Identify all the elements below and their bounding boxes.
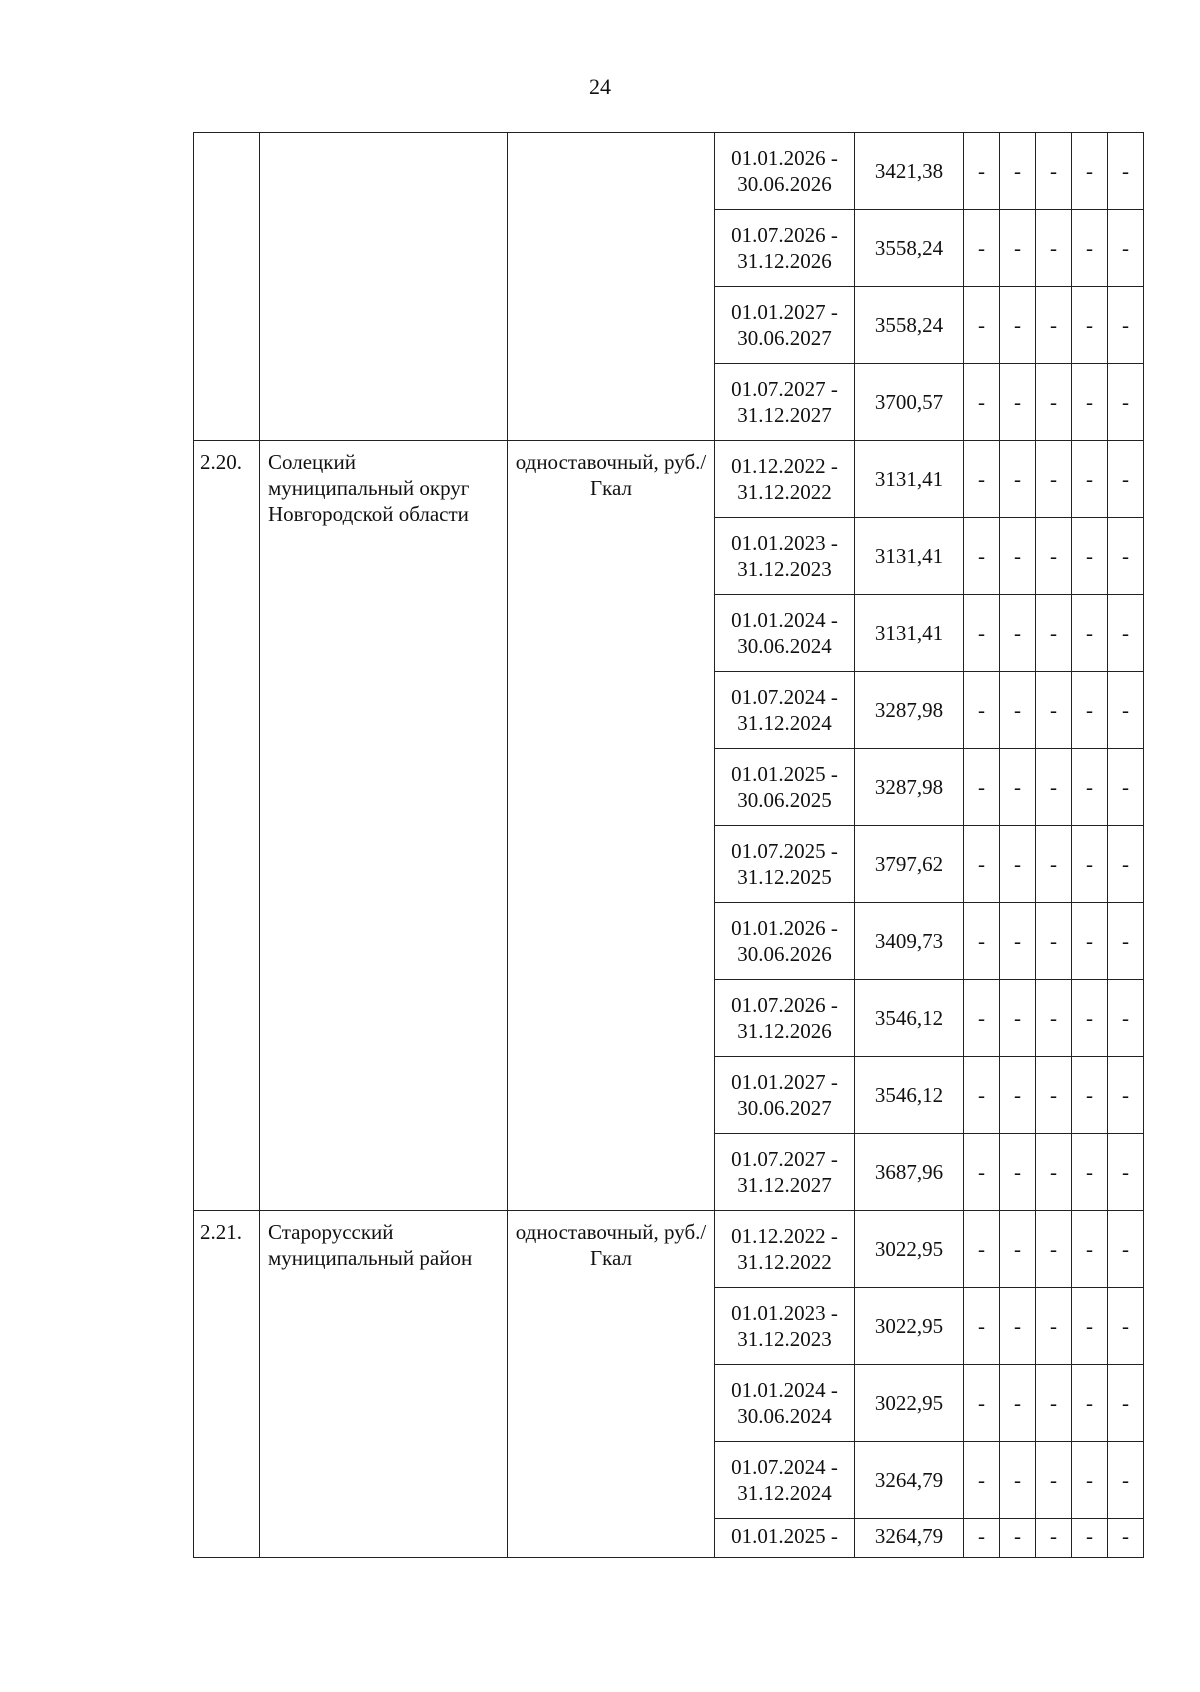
empty-value-dash: - [1072, 1365, 1108, 1442]
empty-value-dash: - [1108, 595, 1144, 672]
empty-value-dash: - [1000, 1442, 1036, 1519]
period-cell: 01.01.2024 - 30.06.2024 [715, 1365, 855, 1442]
period-cell: 01.01.2027 - 30.06.2027 [715, 287, 855, 364]
period-cell: 01.07.2024 - 31.12.2024 [715, 672, 855, 749]
empty-value-dash: - [1108, 1134, 1144, 1211]
empty-value-dash: - [1000, 903, 1036, 980]
empty-value-dash: - [1000, 441, 1036, 518]
empty-value-dash: - [1036, 441, 1072, 518]
empty-value-dash: - [1000, 1365, 1036, 1442]
period-cell: 01.07.2026 - 31.12.2026 [715, 980, 855, 1057]
empty-value-dash: - [964, 1288, 1000, 1365]
empty-value-dash: - [1108, 1057, 1144, 1134]
empty-value-dash: - [1108, 364, 1144, 441]
empty-value-dash: - [1072, 1288, 1108, 1365]
tariff-type: одноставочный, руб./Гкал [508, 441, 715, 1211]
empty-value-dash: - [1108, 441, 1144, 518]
empty-value-dash: - [964, 364, 1000, 441]
period-cell: 01.01.2023 - 31.12.2023 [715, 1288, 855, 1365]
empty-value-dash: - [1108, 1519, 1144, 1558]
tariff-value: 3546,12 [855, 1057, 964, 1134]
empty-value-dash: - [1000, 1288, 1036, 1365]
tariff-value: 3700,57 [855, 364, 964, 441]
empty-value-dash: - [1000, 672, 1036, 749]
empty-value-dash: - [964, 672, 1000, 749]
empty-value-dash: - [1072, 749, 1108, 826]
period-cell: 01.01.2024 - 30.06.2024 [715, 595, 855, 672]
period-cell: 01.01.2025 - [715, 1519, 855, 1558]
empty-value-dash: - [1036, 826, 1072, 903]
empty-value-dash: - [1072, 1519, 1108, 1558]
empty-value-dash: - [964, 749, 1000, 826]
empty-value-dash: - [1072, 1211, 1108, 1288]
empty-value-dash: - [1000, 826, 1036, 903]
empty-value-dash: - [1036, 1211, 1072, 1288]
empty-value-dash: - [1000, 749, 1036, 826]
empty-value-dash: - [964, 980, 1000, 1057]
period-cell: 01.01.2026 - 30.06.2026 [715, 133, 855, 210]
tariff-value: 3558,24 [855, 287, 964, 364]
empty-value-dash: - [1108, 1211, 1144, 1288]
empty-value-dash: - [964, 595, 1000, 672]
empty-value-dash: - [1000, 980, 1036, 1057]
tariff-value: 3287,98 [855, 672, 964, 749]
table-row [194, 1211, 1144, 1288]
empty-value-dash: - [1072, 364, 1108, 441]
tariff-value: 3287,98 [855, 749, 964, 826]
tariff-value: 3022,95 [855, 1365, 964, 1442]
empty-value-dash: - [1000, 210, 1036, 287]
empty-value-dash: - [964, 287, 1000, 364]
empty-value-dash: - [1108, 1365, 1144, 1442]
empty-value-dash: - [1036, 1134, 1072, 1211]
empty-value-dash: - [1072, 903, 1108, 980]
tariff-value: 3797,62 [855, 826, 964, 903]
tariff-table-body [194, 133, 1144, 1558]
empty-value-dash: - [1000, 1211, 1036, 1288]
empty-value-dash: - [1108, 749, 1144, 826]
table-row [194, 441, 1144, 518]
tariff-value: 3558,24 [855, 210, 964, 287]
empty-value-dash: - [964, 1211, 1000, 1288]
item-number [194, 133, 260, 441]
empty-value-dash: - [964, 1519, 1000, 1558]
empty-value-dash: - [1108, 1288, 1144, 1365]
period-cell: 01.12.2022 - 31.12.2022 [715, 1211, 855, 1288]
empty-value-dash: - [1036, 364, 1072, 441]
empty-value-dash: - [1036, 672, 1072, 749]
empty-value-dash: - [1108, 672, 1144, 749]
empty-value-dash: - [1108, 133, 1144, 210]
period-cell: 01.01.2025 - 30.06.2025 [715, 749, 855, 826]
empty-value-dash: - [1072, 672, 1108, 749]
empty-value-dash: - [1072, 1057, 1108, 1134]
empty-value-dash: - [1036, 903, 1072, 980]
tariff-table [193, 132, 1144, 1558]
empty-value-dash: - [964, 133, 1000, 210]
period-cell: 01.01.2027 - 30.06.2027 [715, 1057, 855, 1134]
empty-value-dash: - [1036, 595, 1072, 672]
empty-value-dash: - [1108, 210, 1144, 287]
empty-value-dash: - [1036, 1057, 1072, 1134]
empty-value-dash: - [1036, 980, 1072, 1057]
empty-value-dash: - [1000, 287, 1036, 364]
empty-value-dash: - [1000, 1134, 1036, 1211]
tariff-value: 3409,73 [855, 903, 964, 980]
tariff-type: одноставочный, руб./Гкал [508, 1211, 715, 1558]
empty-value-dash: - [1108, 1442, 1144, 1519]
empty-value-dash: - [964, 1442, 1000, 1519]
empty-value-dash: - [1072, 441, 1108, 518]
municipality-name [260, 133, 508, 441]
empty-value-dash: - [1000, 364, 1036, 441]
empty-value-dash: - [1072, 595, 1108, 672]
empty-value-dash: - [1036, 133, 1072, 210]
empty-value-dash: - [1036, 1519, 1072, 1558]
period-cell: 01.07.2024 - 31.12.2024 [715, 1442, 855, 1519]
empty-value-dash: - [1072, 133, 1108, 210]
empty-value-dash: - [1036, 518, 1072, 595]
empty-value-dash: - [964, 1134, 1000, 1211]
period-cell: 01.07.2026 - 31.12.2026 [715, 210, 855, 287]
empty-value-dash: - [1036, 749, 1072, 826]
empty-value-dash: - [1000, 518, 1036, 595]
period-cell: 01.07.2027 - 31.12.2027 [715, 1134, 855, 1211]
empty-value-dash: - [1036, 210, 1072, 287]
empty-value-dash: - [1072, 518, 1108, 595]
tariff-value: 3687,96 [855, 1134, 964, 1211]
table-row [194, 133, 1144, 210]
empty-value-dash: - [1000, 1519, 1036, 1558]
tariff-value: 3131,41 [855, 441, 964, 518]
municipality-name: Солецкий муниципальный округ Новгородской области [260, 441, 508, 1211]
empty-value-dash: - [1036, 1365, 1072, 1442]
empty-value-dash: - [1072, 210, 1108, 287]
empty-value-dash: - [964, 826, 1000, 903]
empty-value-dash: - [1108, 287, 1144, 364]
tariff-value: 3022,95 [855, 1211, 964, 1288]
empty-value-dash: - [1108, 903, 1144, 980]
empty-value-dash: - [964, 441, 1000, 518]
empty-value-dash: - [964, 518, 1000, 595]
tariff-value: 3421,38 [855, 133, 964, 210]
tariff-value: 3264,79 [855, 1442, 964, 1519]
period-cell: 01.07.2025 - 31.12.2025 [715, 826, 855, 903]
empty-value-dash: - [964, 1057, 1000, 1134]
empty-value-dash: - [964, 1365, 1000, 1442]
tariff-value: 3264,79 [855, 1519, 964, 1558]
empty-value-dash: - [1108, 826, 1144, 903]
item-number: 2.21. [194, 1211, 260, 1558]
period-cell: 01.12.2022 - 31.12.2022 [715, 441, 855, 518]
tariff-value: 3131,41 [855, 595, 964, 672]
tariff-value: 3546,12 [855, 980, 964, 1057]
empty-value-dash: - [1000, 595, 1036, 672]
tariff-type [508, 133, 715, 441]
municipality-name: Старорусский муниципальный район [260, 1211, 508, 1558]
empty-value-dash: - [1108, 518, 1144, 595]
empty-value-dash: - [1072, 1442, 1108, 1519]
empty-value-dash: - [1036, 1288, 1072, 1365]
empty-value-dash: - [1036, 1442, 1072, 1519]
tariff-value: 3131,41 [855, 518, 964, 595]
empty-value-dash: - [964, 903, 1000, 980]
period-cell: 01.01.2023 - 31.12.2023 [715, 518, 855, 595]
page-number: 24 [589, 74, 611, 99]
item-number: 2.20. [194, 441, 260, 1211]
empty-value-dash: - [1108, 980, 1144, 1057]
period-cell: 01.01.2026 - 30.06.2026 [715, 903, 855, 980]
empty-value-dash: - [1072, 1134, 1108, 1211]
empty-value-dash: - [1072, 980, 1108, 1057]
tariff-value: 3022,95 [855, 1288, 964, 1365]
empty-value-dash: - [1000, 133, 1036, 210]
empty-value-dash: - [1072, 826, 1108, 903]
empty-value-dash: - [1072, 287, 1108, 364]
empty-value-dash: - [1036, 287, 1072, 364]
empty-value-dash: - [1000, 1057, 1036, 1134]
period-cell: 01.07.2027 - 31.12.2027 [715, 364, 855, 441]
empty-value-dash: - [964, 210, 1000, 287]
